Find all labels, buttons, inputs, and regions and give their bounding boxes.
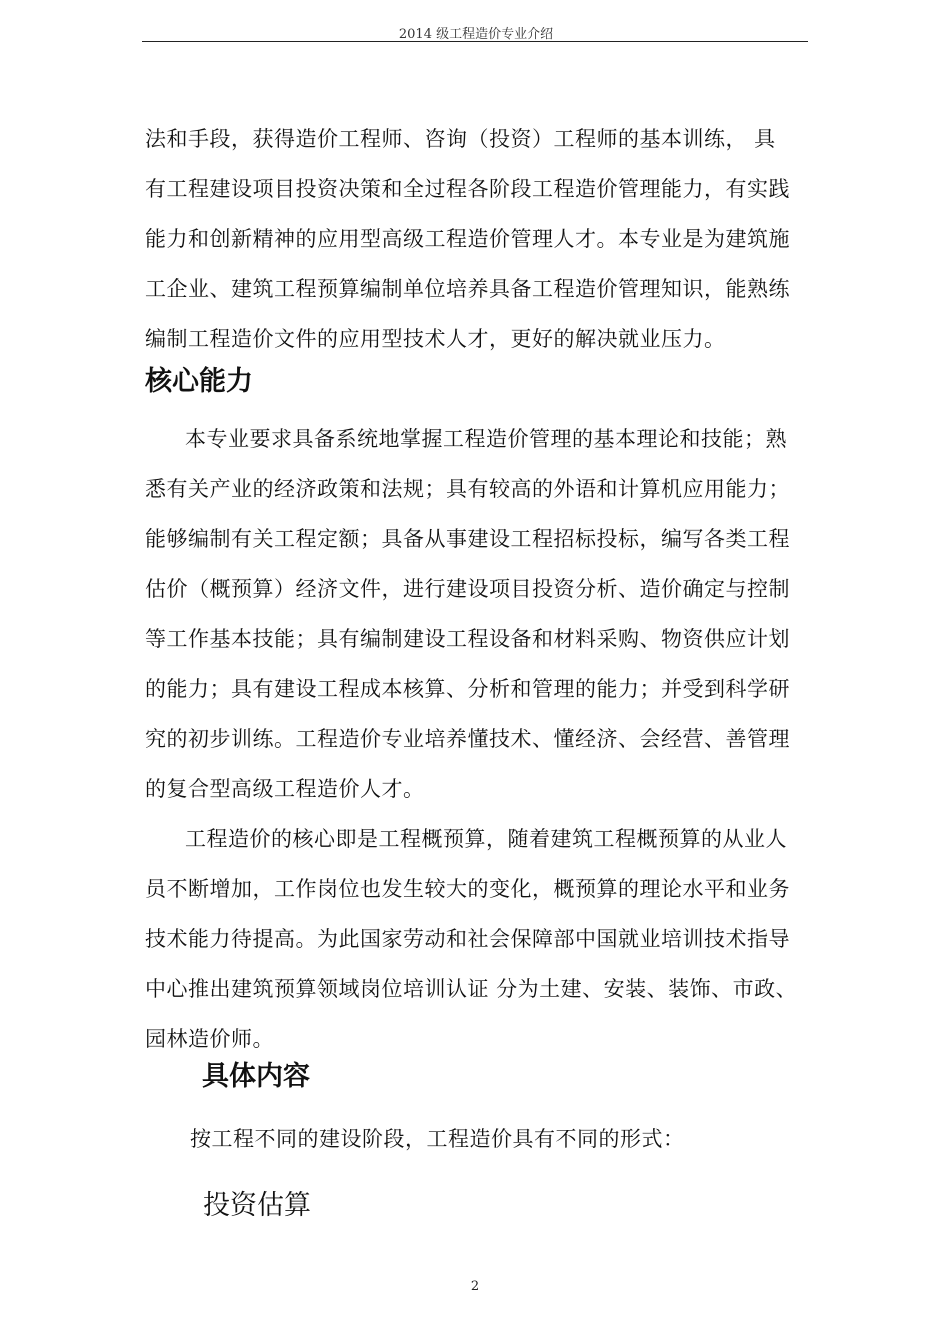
paragraph-line: 技术能力待提高。为此国家劳动和社会保障部中国就业培训技术指导 [145,927,790,951]
header-rule [142,41,808,42]
paragraph-line: 中心推出建筑预算领域岗位培训认证 分为土建、安装、装饰、市政、 [145,977,798,1001]
paragraph-line: 的能力；具有建设工程成本核算、分析和管理的能力；并受到科学研 [145,677,790,701]
paragraph-line: 能力和创新精神的应用型高级工程造价管理人才。本专业是为建筑施 [145,227,790,251]
paragraph-line: 等工作基本技能；具有编制建设工程设备和材料采购、物资供应计划 [145,627,790,651]
paragraph-line: 的复合型高级工程造价人才。 [145,777,425,801]
paragraph-line: 能够编制有关工程定额；具备从事建设工程招标投标，编写各类工程 [145,527,790,551]
paragraph-line: 有工程建设项目投资决策和全过程各阶段工程造价管理能力，有实践 [145,177,790,201]
paragraph-line: 编制工程造价文件的应用型技术人才，更好的解决就业压力。 [145,327,726,351]
paragraph-line: 园林造价师。 [145,1027,274,1051]
section-heading-core: 核心能力 [145,366,253,397]
page-number: 2 [470,1279,480,1294]
paragraph-line: 本专业要求具备系统地掌握工程造价管理的基本理论和技能；熟 [185,427,787,451]
paragraph-line: 悉有关产业的经济政策和法规；具有较高的外语和计算机应用能力； [145,477,790,501]
paragraph-line: 工企业、建筑工程预算编制单位培养具备工程造价管理知识，能熟练 [145,277,790,301]
paragraph-line: 员不断增加，工作岗位也发生较大的变化，概预算的理论水平和业务 [145,877,790,901]
detail-intro: 按工程不同的建设阶段，工程造价具有不同的形式： [190,1127,685,1151]
paragraph-line: 估价（概预算）经济文件，进行建设项目投资分析、造价确定与控制 [145,577,790,601]
subheading-investment-estimate: 投资估算 [203,1190,311,1221]
paragraph-line: 工程造价的核心即是工程概预算，随着建筑工程概预算的从业人 [185,827,787,851]
section-heading-detail: 具体内容 [202,1061,310,1092]
page-header: 2014 级工程造价专业介绍 [398,27,554,42]
paragraph-line: 法和手段，获得造价工程师、咨询（投资）工程师的基本训练， 具 [145,127,776,151]
paragraph-line: 究的初步训练。工程造价专业培养懂技术、懂经济、会经营、善管理 [145,727,790,751]
